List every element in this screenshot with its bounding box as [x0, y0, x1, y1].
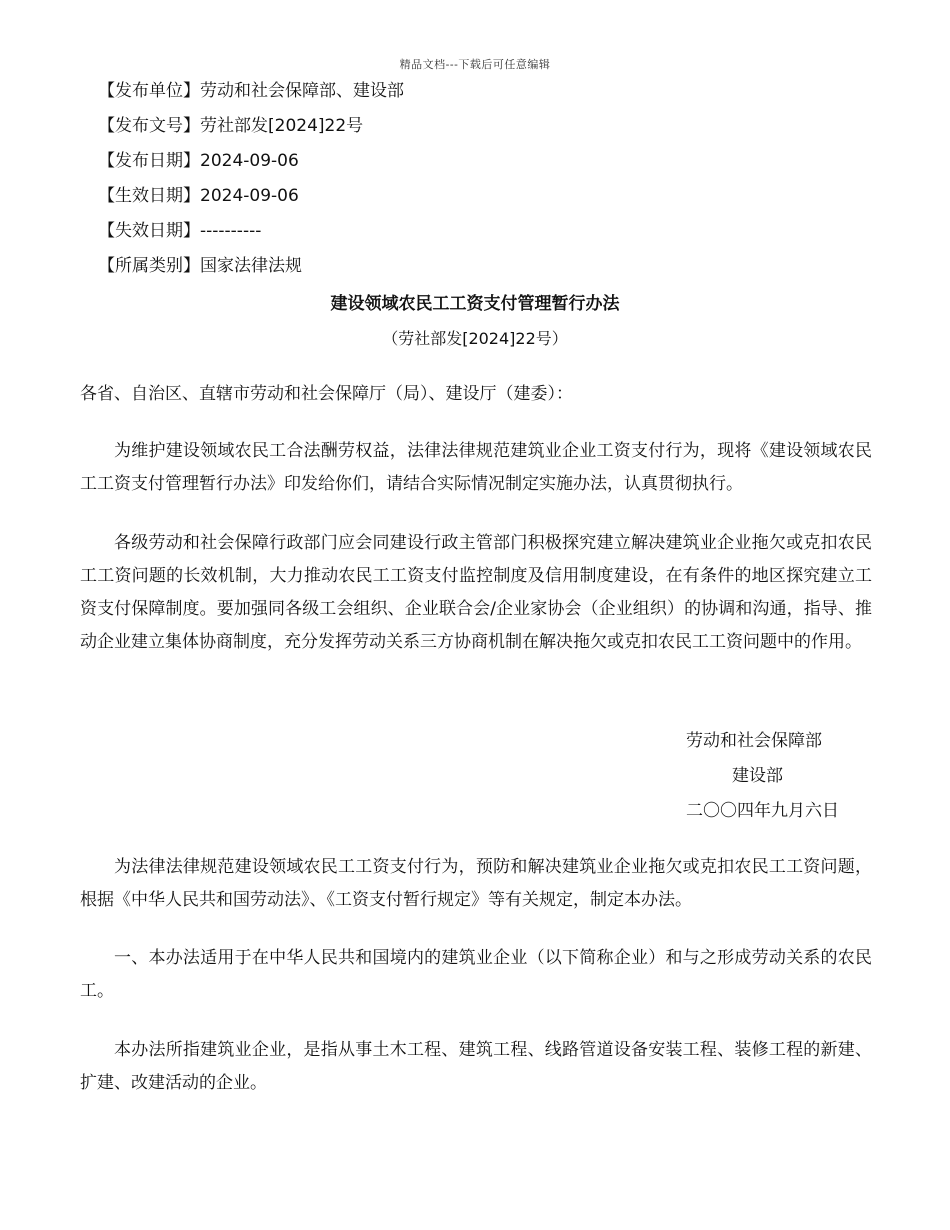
- meta-label: 【发布单位】: [98, 81, 200, 101]
- meta-category: [98, 253, 404, 288]
- meta-value: 国家法律法规: [200, 256, 302, 276]
- meta-value: 劳动和社会保障部、建设部: [200, 81, 404, 101]
- signature-org-1: 劳动和社会保障部: [686, 731, 822, 751]
- paragraph-requirements: 各级劳动和社会保障行政部门应会同建设行政主管部门积极探究建立解决建筑业企业拖欠或克扣农民工工资问题的长效机制，大力推动农民工工资支付监控制度及信用制度建设，在有条件的地区探究建立工资支付保障制度。要加强同各级工会组织、企业联合会/企业家协会（企业组织）的协调和沟通，指导、推动企业建立集体协商制度，充分发挥劳动关系三方协商机制在解决拖欠或克扣农民工工资问题中的作用。: [80, 533, 872, 652]
- meta-label: 【所属类别】: [98, 256, 200, 276]
- document-title: 建设领域农民工工资支付管理暂行办法: [330, 294, 620, 314]
- signature-date: 二〇〇四年九月六日: [686, 801, 839, 821]
- meta-label: 【生效日期】: [98, 186, 200, 206]
- meta-value: 劳社部发[2024]22号: [200, 116, 364, 136]
- meta-doc-number: [98, 113, 404, 148]
- meta-label: 【发布日期】: [98, 151, 200, 171]
- rule-article-1-definition: 本办法所指建筑业企业，是指从事土木工程、建筑工程、线路管道设备安装工程、装修工程的新建、扩建、改建活动的企业。: [80, 1040, 872, 1093]
- meta-label: 【发布文号】: [98, 116, 200, 136]
- rule-article-1: 一、本办法适用于在中华人民共和国境内的建筑业企业（以下简称企业）和与之形成劳动关系的农民工。: [80, 948, 872, 1001]
- meta-value: 2024-09-06: [200, 186, 299, 206]
- paragraph-notice: 为维护建设领域农民工合法酬劳权益，法律法律规范建筑业企业工资支付行为，现将《建设领域农民工工资支付管理暂行办法》印发给你们，请结合实际情况制定实施办法，认真贯彻执行。: [80, 441, 872, 494]
- signature-org-2: 建设部: [732, 766, 783, 786]
- document-number: （劳社部发[2024]22号）: [382, 329, 568, 348]
- meta-expiry-date: [98, 218, 404, 253]
- meta-issue-date: [98, 148, 404, 183]
- document-metadata: [98, 78, 404, 288]
- page-header-watermark: 精品文档---下载后可任意编辑: [399, 58, 551, 71]
- rule-preamble: 为法律法律规范建设领域农民工工资支付行为，预防和解决建筑业企业拖欠或克扣农民工工资问题，根据《中华人民共和国劳动法》、《工资支付暂行规定》等有关规定，制定本办法。: [80, 857, 872, 910]
- meta-issuer: [98, 78, 404, 113]
- meta-effective-date: [98, 183, 404, 218]
- meta-label: 【失效日期】: [98, 221, 200, 241]
- salutation: 各省、自治区、直辖市劳动和社会保障厅（局）、建设厅（建委）：: [80, 384, 573, 404]
- meta-value: ----------: [200, 221, 262, 241]
- meta-value: 2024-09-06: [200, 151, 299, 171]
